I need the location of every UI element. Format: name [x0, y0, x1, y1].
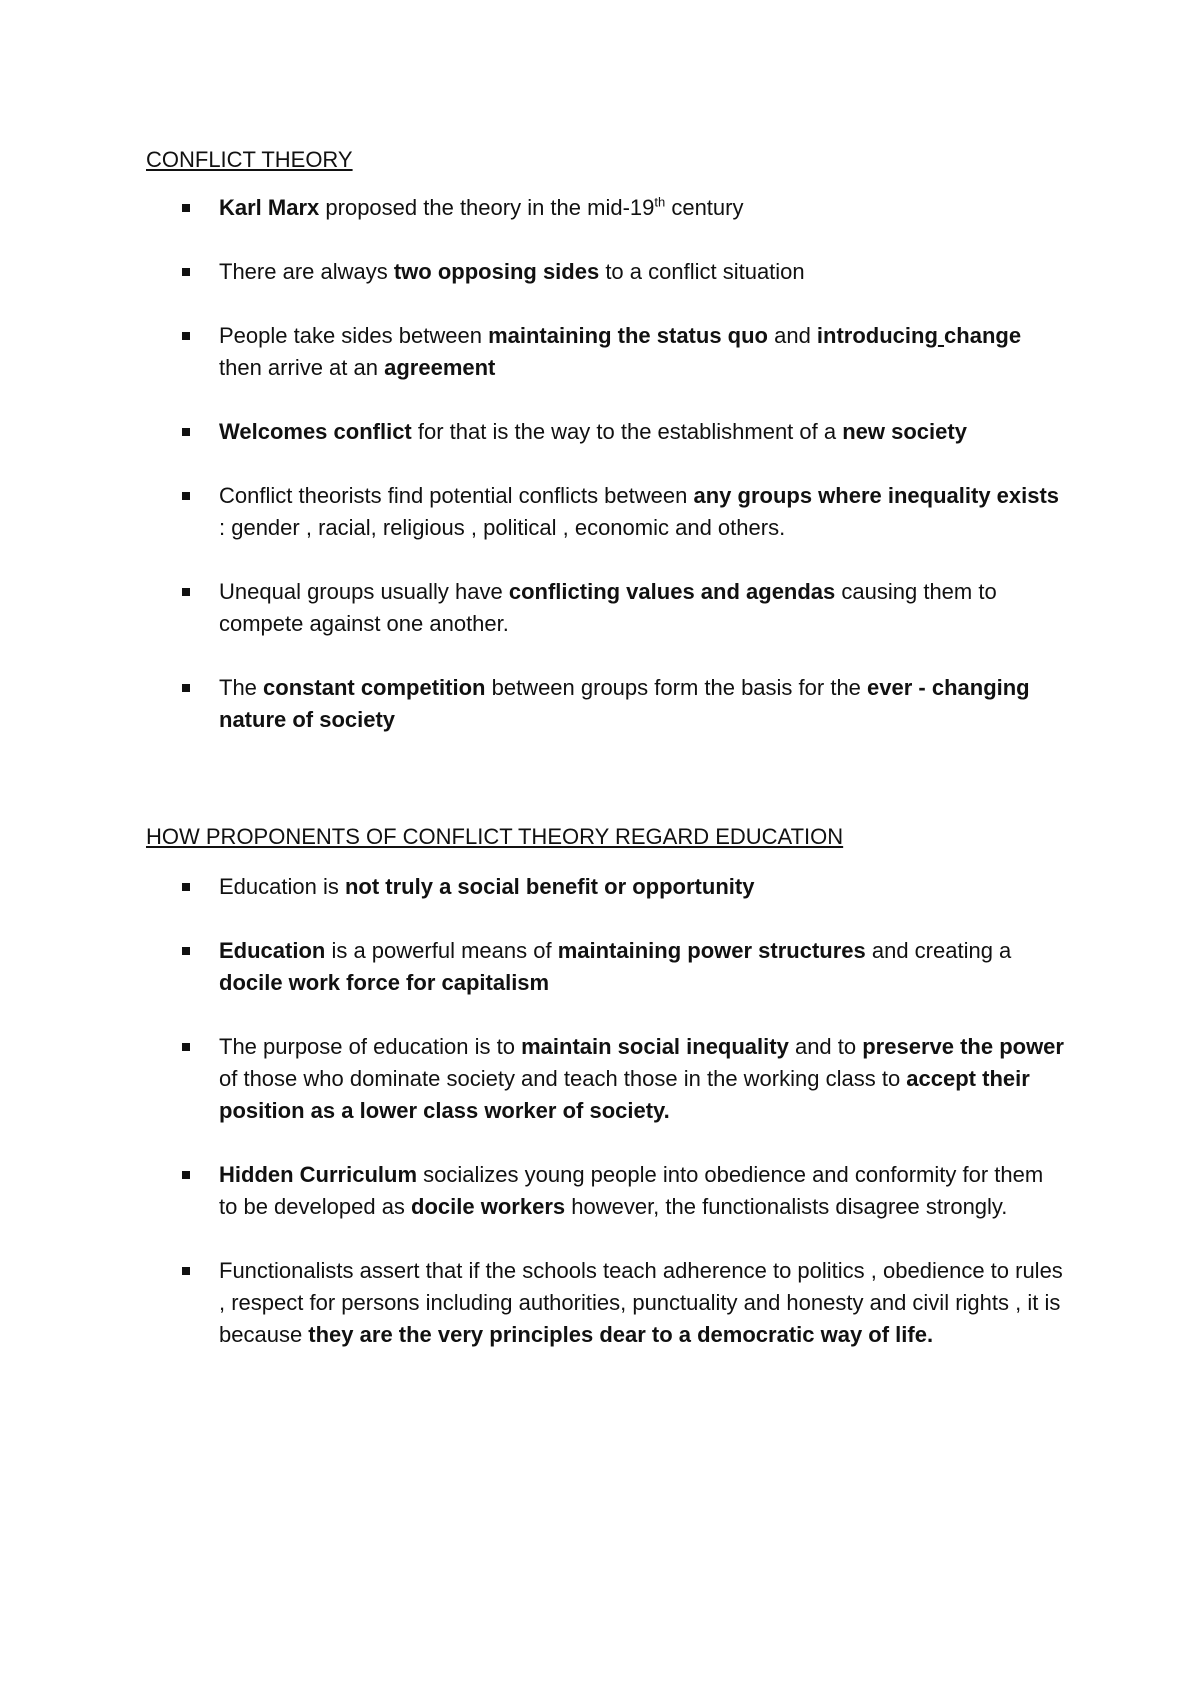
bullet-text-segment: Unequal groups usually have [219, 579, 509, 604]
square-bullet-icon [182, 883, 190, 891]
bullet-item [146, 935, 1066, 999]
bullet-text-segment: two opposing sides [393, 259, 600, 284]
bullet-text-segment: and to [788, 1034, 863, 1059]
bullet-text-segment: agreement [384, 355, 496, 380]
bullet-text-segment: they are the very principles dear to a democratic way of life. [308, 1322, 934, 1347]
square-bullet-icon [182, 492, 190, 500]
bullet-text-segment: Education is [219, 874, 345, 899]
bullet-item [146, 1031, 1066, 1127]
bullet-text-segment: maintain social inequality [521, 1034, 789, 1059]
bullet-item [146, 416, 1066, 448]
bullet-text-segment: conflicting values and agendas [508, 579, 836, 604]
bullet-text-segment: causing them to compete against one another. [219, 579, 997, 636]
bullet-text-segment: between groups form the basis for the [485, 675, 868, 700]
square-bullet-icon [182, 1171, 190, 1179]
bullet-text-segment: new society [842, 419, 967, 444]
bullet-text-segment: any groups where inequality exists [693, 483, 1060, 508]
square-bullet-icon [182, 1043, 190, 1051]
bullet-text-segment: The purpose of education is to [219, 1034, 522, 1059]
section-heading-education: HOW PROPONENTS OF CONFLICT THEORY REGARD EDUCATION [146, 824, 844, 849]
square-bullet-icon [182, 204, 190, 212]
bullet-item [146, 871, 1066, 903]
bullet-item [146, 192, 1066, 224]
square-bullet-icon [182, 332, 190, 340]
bullet-text-segment: maintaining the status quo [488, 323, 768, 348]
bullet-text-segment: ever - changing nature of society [219, 675, 1030, 732]
bullet-text-segment: introducing [816, 323, 938, 348]
bullet-item [146, 1255, 1066, 1351]
bullet-text-segment: th [654, 194, 666, 210]
bullet-text-segment: accept their position as a lower class worker of society. [219, 1066, 1030, 1123]
bullet-text-segment: Functionalists assert that if the schools teach adherence to politics , obedience to rules , respect for persons including authorities, punctuality and honesty and civil rights , it is because [219, 1258, 1063, 1347]
bullet-text-segment: constant competition [263, 675, 486, 700]
bullet-text-segment: maintaining power structures [557, 938, 866, 963]
bullet-text-segment: to a conflict situation [599, 259, 805, 284]
bullet-item [146, 672, 1066, 736]
square-bullet-icon [182, 588, 190, 596]
bullet-text-segment: and [767, 323, 817, 348]
bullet-text-segment: change [944, 323, 1022, 348]
conflict-theory-bullet-list [146, 192, 1066, 768]
bullet-text-segment: proposed the theory in the mid-19 [319, 195, 655, 220]
bullet-item [146, 480, 1066, 544]
bullet-text-segment: : gender , racial, religious , political , economic and others. [219, 515, 786, 540]
bullet-text-segment: century [665, 195, 744, 220]
bullet-text-segment: docile work force for capitalism [219, 970, 550, 995]
section-heading-conflict-theory: CONFLICT THEORY [146, 147, 353, 172]
bullet-text-segment: is a powerful means of [325, 938, 558, 963]
bullet-item [146, 576, 1066, 640]
bullet-text-segment: docile workers [411, 1194, 566, 1219]
bullet-item [146, 256, 1066, 288]
bullet-text-segment: Conflict theorists find potential conflicts between [219, 483, 694, 508]
bullet-text-segment: Hidden Curriculum [219, 1162, 418, 1187]
bullet-text-segment: There are always [219, 259, 394, 284]
square-bullet-icon [182, 428, 190, 436]
square-bullet-icon [182, 684, 190, 692]
square-bullet-icon [182, 1267, 190, 1275]
bullet-text-segment: however, the functionalists disagree strongly. [565, 1194, 1008, 1219]
square-bullet-icon [182, 947, 190, 955]
bullet-text-segment: preserve the power [862, 1034, 1064, 1059]
square-bullet-icon [182, 268, 190, 276]
bullet-text-segment: not truly a social benefit or opportunity [344, 874, 755, 899]
bullet-text-segment: for that is the way to the establishment of a [411, 419, 843, 444]
education-bullet-list [146, 871, 1066, 1383]
bullet-text-segment: of those who dominate society and teach those in the working class to [219, 1066, 907, 1091]
bullet-text-segment: then arrive at an [219, 355, 385, 380]
bullet-text-segment: Education [219, 938, 326, 963]
bullet-item [146, 1159, 1066, 1223]
bullet-text-segment: socializes young people into obedience and conformity for them to be developed as [219, 1162, 1044, 1219]
bullet-text-segment: People take sides between [219, 323, 489, 348]
bullet-text-segment: and creating a [865, 938, 1012, 963]
bullet-text-segment: The [219, 675, 264, 700]
bullet-text-segment: Welcomes conflict [219, 419, 412, 444]
bullet-item [146, 320, 1066, 384]
bullet-text-segment: Karl Marx [219, 195, 320, 220]
